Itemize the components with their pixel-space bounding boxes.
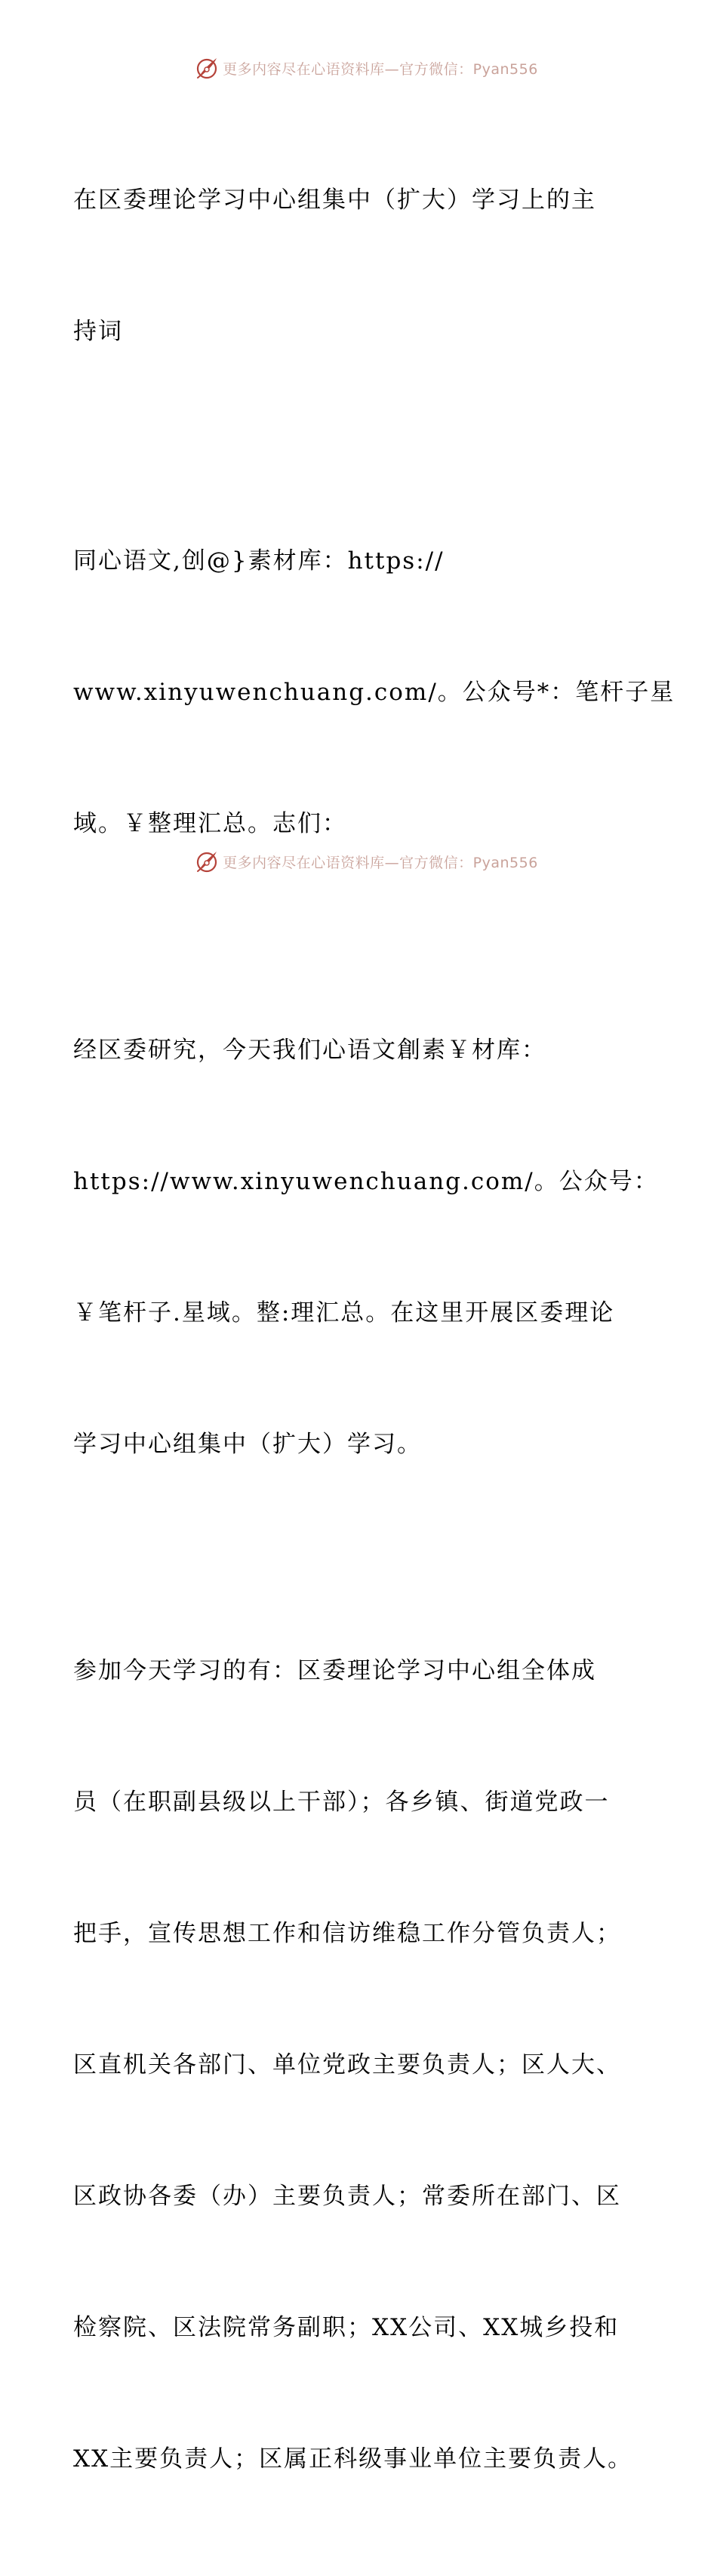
title-line: 持词 bbox=[73, 318, 123, 345]
document-body bbox=[73, 91, 675, 2576]
footer-watermark-banner bbox=[0, 846, 717, 877]
paragraph-2 bbox=[73, 941, 659, 1554]
paragraph-3 bbox=[73, 1561, 647, 2568]
header-watermark-banner bbox=[0, 53, 717, 83]
paragraph-line: 同心语文,创@}素材库：https:// bbox=[73, 547, 445, 575]
paragraph-line: 学习中心组集中（扩大）学习。 bbox=[73, 1431, 422, 1458]
title-line: 在区委理论学习中心组集中（扩大）学习上的主 bbox=[73, 186, 596, 214]
paragraph-line: 域。￥整理汇总。志们： bbox=[73, 810, 347, 837]
paragraph-line: 区直机关各部门、单位党政主要负责人；区人大、 bbox=[73, 2051, 621, 2078]
paragraph-line: 把手，宣传思想工作和信访维稳工作分管负责人； bbox=[73, 1920, 621, 1947]
paragraph-line: 检察院、区法院常务副职；XX公司、XX城乡投和 bbox=[73, 2314, 620, 2341]
paragraph-line: 员（在职副县级以上干部）；各乡镇、街道党政一 bbox=[73, 1789, 610, 1816]
paragraph-line: ￥笔杆子.星域。整:理汇总。在这里开展区委理论 bbox=[73, 1299, 615, 1327]
footer-watermark-text: 更多内容尽在心语资料库—官方微信：Pyan556 bbox=[223, 854, 538, 871]
paragraph-line: www.xinyuwenchuang.com/。公众号*：笔杆子星 bbox=[73, 679, 675, 706]
paragraph-line: XX主要负责人；区属正科级事业单位主要负责人。 bbox=[73, 2445, 633, 2473]
paragraph-line: 经区委研究，今天我们心语文創素￥材库： bbox=[73, 1037, 546, 1064]
document-title bbox=[73, 91, 647, 441]
paragraph-line: https://www.xinyuwenchuang.com/。公众号： bbox=[73, 1168, 659, 1195]
header-watermark-text: 更多内容尽在心语资料库—官方微信：Pyan556 bbox=[223, 60, 538, 78]
paragraph-line: 区政协各委（办）主要负责人；常委所在部门、区 bbox=[73, 2183, 621, 2210]
paragraph-line: 参加今天学习的有：区委理论学习中心组全体成 bbox=[73, 1657, 596, 1684]
quill-logo-icon bbox=[194, 55, 220, 81]
quill-logo-icon bbox=[194, 849, 220, 874]
